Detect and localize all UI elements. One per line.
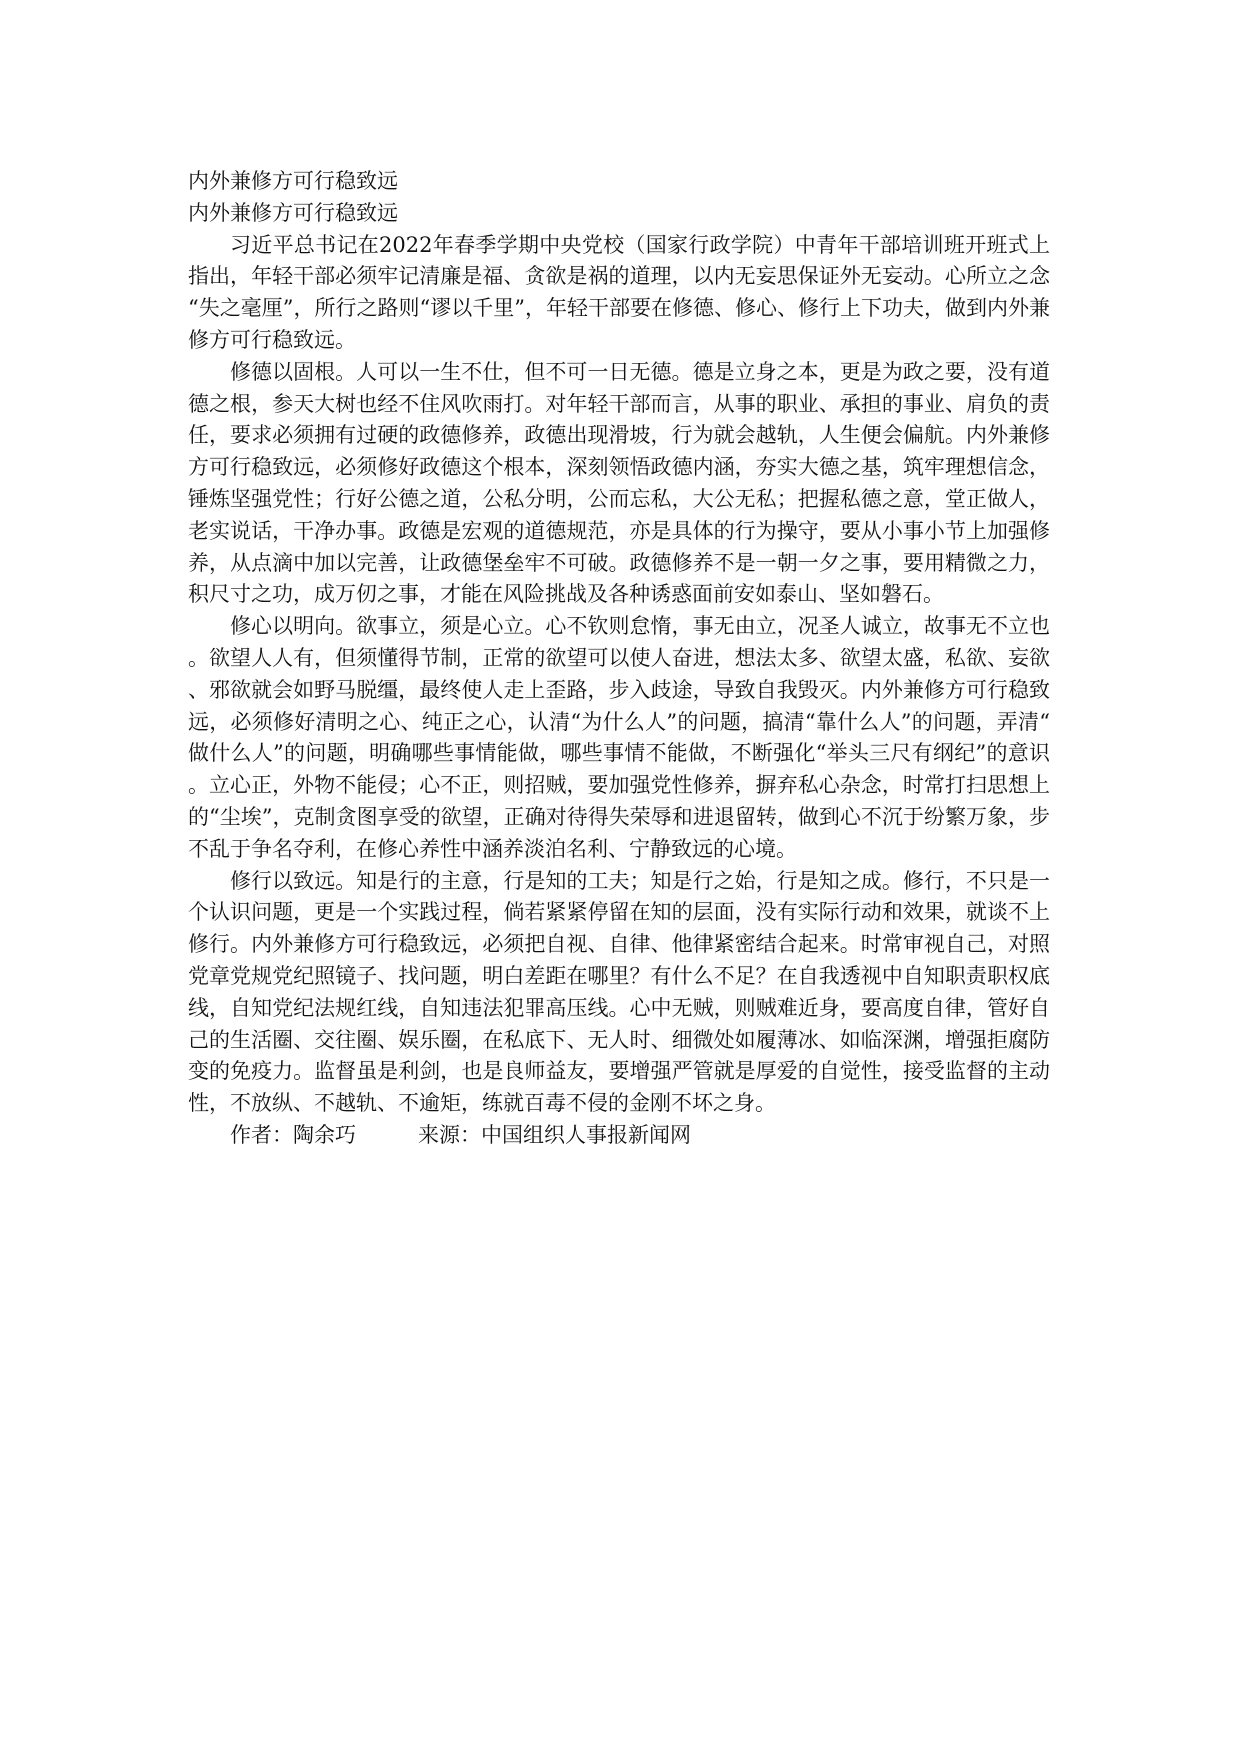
- paragraph-conduct: 修行以致远。知是行的主意，行是知的工夫；知是行之始，行是知之成。修行，不只是一个认识问题，更是一个实践过程，倘若紧紧停留在知的层面，没有实际行动和效果，就谈不上修行。内外兼修方可行稳致远，必须把自视、自律、他律紧密结合起来。时常审视自己，对照党章党规党纪照镜子、找问题，明白差距在哪里？有什么不足？在自我透视中自知职责职权底线，自知党纪法规红线，自知违法犯罪高压线。心中无贼，则贼难近身，要高度自律，管好自己的生活圈、交往圈、娱乐圈，在私底下、无人时、细微处如履薄冰、如临深渊，增强拒腐防变的免疫力。监督虽是利剑，也是良师益友，要增强严管就是厚爱的自觉性，接受监督的主动性，不放纵、不越轨、不逾矩，练就百毒不侵的金刚不坏之身。: [188, 868, 1050, 1116]
- article-subtitle: 内外兼修方可行稳致远: [188, 200, 398, 225]
- article-footer: [188, 1120, 1050, 1152]
- author-label: 作者：陶余巧: [230, 1122, 356, 1147]
- paragraph-virtue: 修德以固根。人可以一生不仕，但不可一日无德。德是立身之本，更是为政之要，没有道德之根，参天大树也经不住风吹雨打。对年轻干部而言，从事的职业、承担的事业、肩负的责任，要求必须拥有过硬的政德修养，政德出现滑坡，行为就会越轨，人生便会偏航。内外兼修方可行稳致远，必须修好政德这个根本，深刻领悟政德内涵，夯实大德之基，筑牢理想信念，锤炼坚强党性；行好公德之道，公私分明，公而忘私，大公无私；把握私德之意，堂正做人，老实说话，干净办事。政德是宏观的道德规范，亦是具体的行为操守，要从小事小节上加强修养，从点滴中加以完善，让政德堡垒牢不可破。政德修养不是一朝一夕之事，要用精微之力，积尺寸之功，成万仞之事，才能在风险挑战及各种诱惑面前安如泰山、坚如磐石。: [188, 359, 1050, 607]
- article-title: 内外兼修方可行稳致远: [188, 169, 398, 193]
- source-label: 来源：中国组织人事报新闻网: [418, 1122, 691, 1147]
- article-body: [188, 166, 1050, 1152]
- paragraph-mind: 修心以明向。欲事立，须是心立。心不钦则怠惰，事无由立，况圣人诚立，故事无不立也。欲望人人有，但须懂得节制，正常的欲望可以使人奋进，想法太多、欲望太盛，私欲、妄欲、邪欲就会如野马脱缰，最终使人走上歪路，步入歧途，导致自我毁灭。内外兼修方可行稳致远，必须修好清明之心、纯正之心，认清“为什么人”的问题，搞清“靠什么人”的问题，弄清“做什么人”的问题，明确哪些事情能做，哪些事情不能做，不断强化“举头三尺有纲纪”的意识。立心正，外物不能侵；心不正，则招贼，要加强党性修养，摒弃私心杂念，时常打扫思想上的“尘埃”，克制贪图享受的欲望，正确对待得失荣辱和进退留转，做到心不沉于纷繁万象，步不乱于争名夺利，在修心养性中涵养淡泊名利、宁静致远的心境。: [188, 614, 1050, 861]
- paragraph-intro: 习近平总书记在2022年春季学期中央党校（国家行政学院）中青年干部培训班开班式上指出，年轻干部必须牢记清廉是福、贪欲是祸的道理，以内无妄思保证外无妄动。心所立之念“失之毫厘”，所行之路则“谬以千里”，年轻干部要在修德、修心、修行上下功夫，做到内外兼修方可行稳致远。: [188, 232, 1050, 352]
